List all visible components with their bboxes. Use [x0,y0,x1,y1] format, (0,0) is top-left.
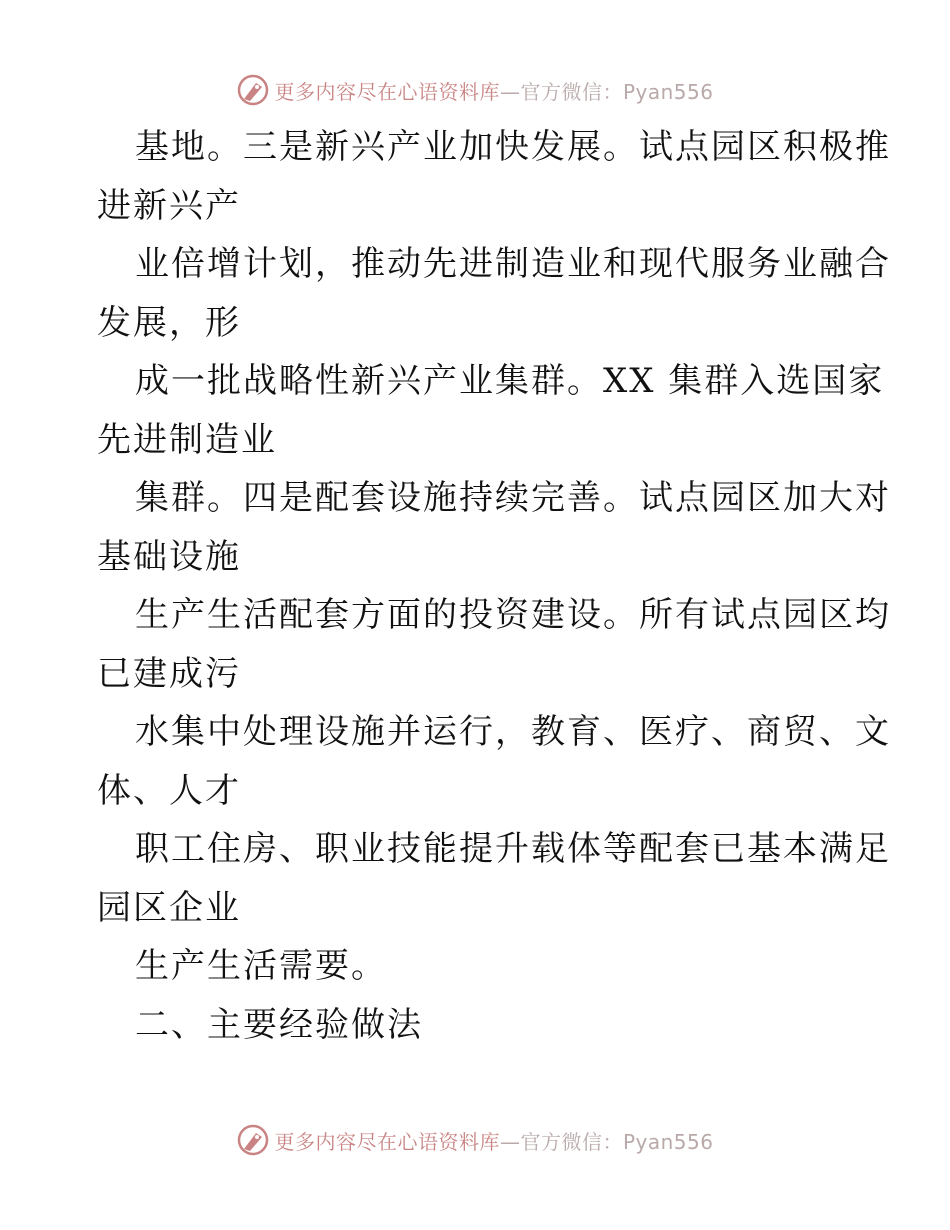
header-watermark-banner [0,70,950,110]
text-line: 先进制造业 [97,419,277,460]
pen-nib-logo-icon [236,73,270,107]
text-line: 已建成污 [97,653,241,694]
watermark-suffix: 官方微信：Pyan556 [520,1129,714,1154]
text-line: 生产生活需要。 [135,946,387,986]
text-line: 基地。三是新兴产业加快发展。试点园区积极推 [135,127,891,167]
watermark-text [274,76,713,105]
watermark-prefix: 更多内容尽在心语资料库 [274,79,500,104]
watermark-dash: — [499,1129,521,1154]
text-line: 业倍增计划，推动先进制造业和现代服务业融合 [135,244,891,284]
text-line: 生产生活配套方面的投资建设。所有试点园区均 [135,595,891,635]
text-line: 体、人才 [97,770,241,811]
text-line: 二、主要经验做法 [135,1004,423,1045]
text-line: 集群。四是配套设施持续完善。试点园区加大对 [135,478,891,518]
footer-watermark-banner [0,1120,950,1160]
text-line: 职工住房、职业技能提升载体等配套已基本满足 [135,829,891,869]
text-line: 发展，形 [97,302,241,343]
watermark-suffix: 官方微信：Pyan556 [520,79,714,104]
watermark-text [274,1126,713,1155]
text-line: 园区企业 [97,887,241,928]
watermark-prefix: 更多内容尽在心语资料库 [274,1129,500,1154]
text-line: 成一批战略性新兴产业集群。XX 集群入选国家 [135,361,885,401]
watermark-dash: — [499,79,521,104]
pen-nib-logo-icon [236,1123,270,1157]
text-line: 进新兴产 [97,185,241,226]
document-body [97,118,891,1054]
text-line: 水集中处理设施并运行，教育、医疗、商贸、文 [135,712,891,752]
text-line: 基础设施 [97,536,241,577]
